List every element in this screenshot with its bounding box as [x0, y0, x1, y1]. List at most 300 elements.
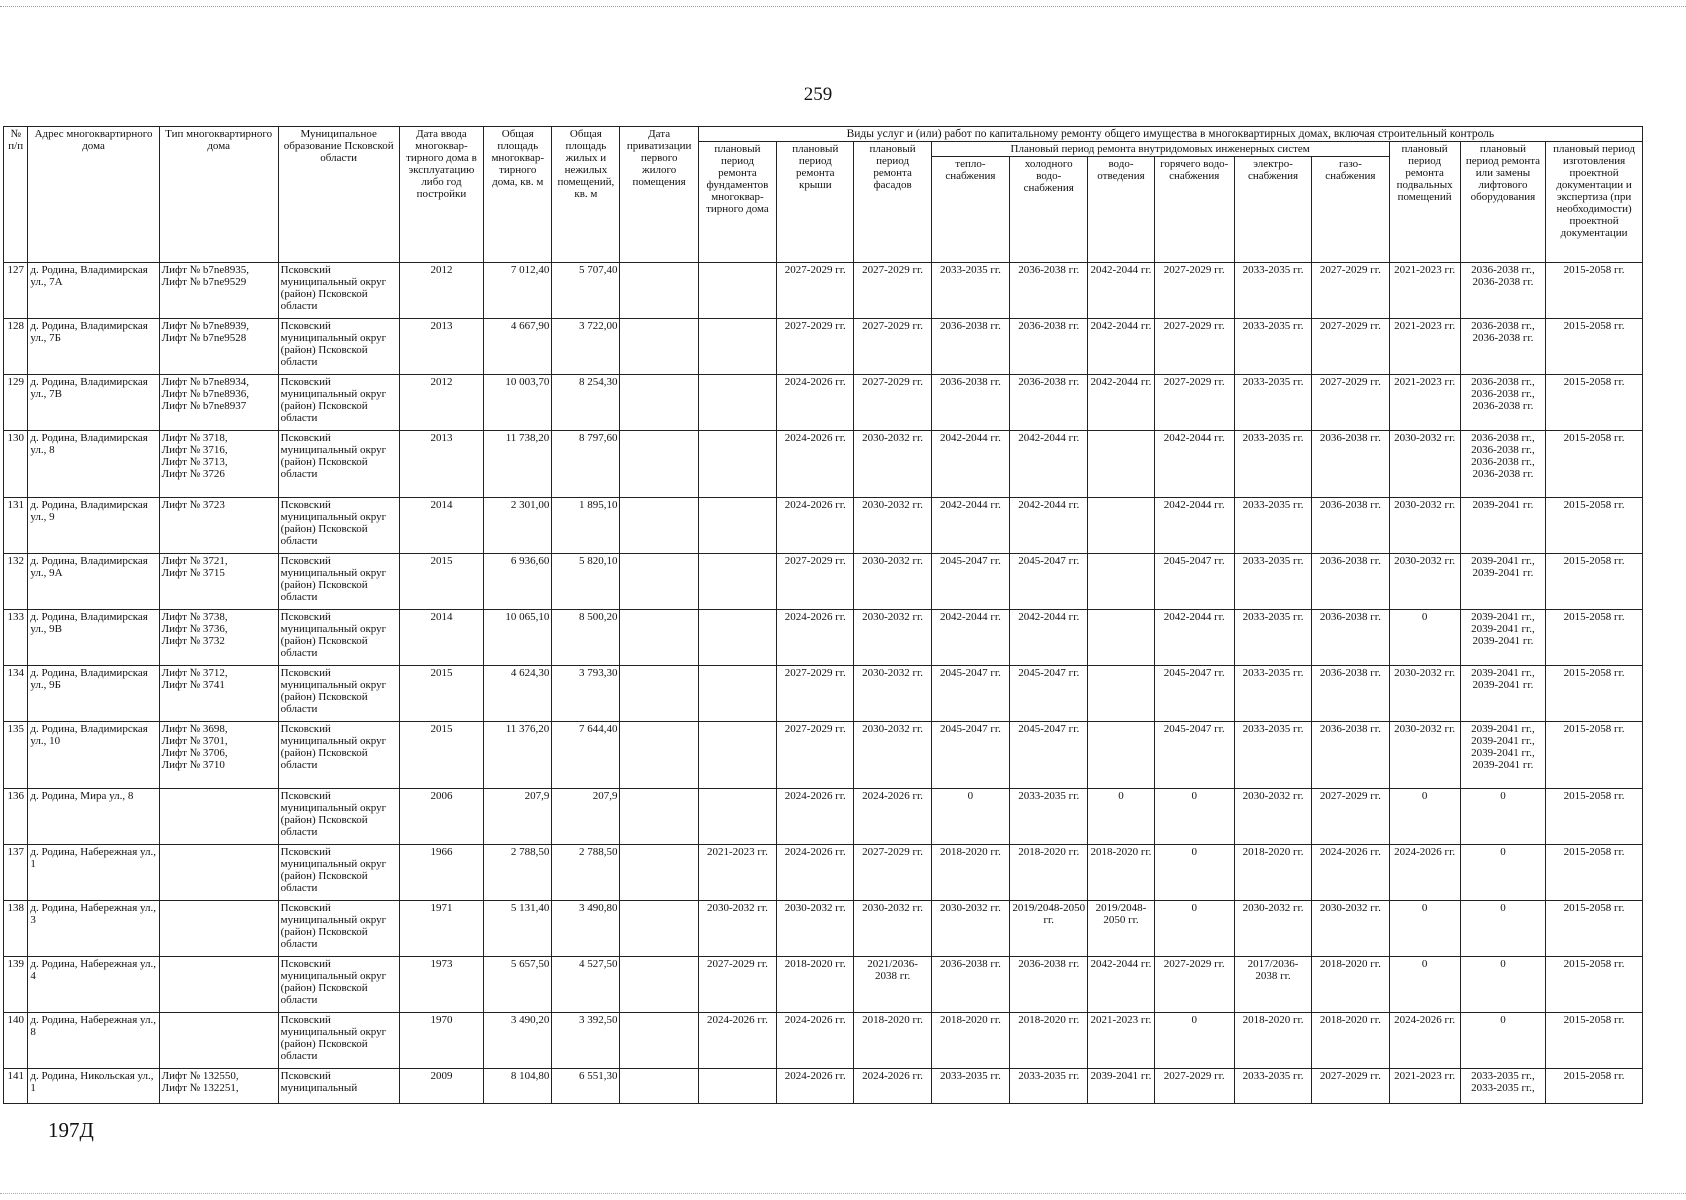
basement-cell: 2024-2026 гг.	[1389, 845, 1460, 901]
address-cell: д. Родина, Набережная ул., 8	[28, 1013, 159, 1069]
facade-cell: 2030-2032 гг.	[854, 901, 931, 957]
table-row	[4, 845, 1643, 901]
date-entry-cell: 2015	[399, 666, 483, 722]
cell-line: Лифт № b7ne8936,	[161, 388, 250, 400]
address-cell: д. Родина, Владимирская ул., 7А	[28, 263, 159, 319]
gas-cell: 2036-2038 гг.	[1312, 666, 1389, 722]
design-docs-cell: 2015-2058 гг.	[1546, 319, 1643, 375]
total-area-cell: 4 624,30	[484, 666, 552, 722]
house-type-cell	[159, 1069, 278, 1104]
row-number: 133	[4, 610, 28, 666]
total-area-cell: 2 301,00	[484, 498, 552, 554]
table-row	[4, 666, 1643, 722]
foundation-cell	[698, 722, 776, 789]
roof-cell: 2027-2029 гг.	[777, 263, 854, 319]
house-type-cell	[159, 666, 278, 722]
basement-cell: 2024-2026 гг.	[1389, 1013, 1460, 1069]
living-area-cell: 207,9	[552, 789, 620, 845]
municipality-cell: Псковский муниципальный округ (район) Псковской области	[278, 554, 399, 610]
total-area-cell: 11 738,20	[484, 431, 552, 498]
works-group-header: Виды услуг и (или) работ по капитальному ремонту общего имущества в многоквартирных домах, включая строительный контроль	[698, 127, 1642, 142]
total-area-cell: 3 490,20	[484, 1013, 552, 1069]
table-body	[4, 263, 1643, 1104]
hot-water-cell: 2027-2029 гг.	[1154, 319, 1234, 375]
basement-cell: 0	[1389, 610, 1460, 666]
cell-line: Лифт № 3732	[161, 635, 225, 647]
facade-cell: 2030-2032 гг.	[854, 610, 931, 666]
design-docs-cell: 2015-2058 гг.	[1546, 431, 1643, 498]
heating-cell: 2033-2035 гг.	[931, 263, 1009, 319]
elevator-cell: 0	[1460, 845, 1545, 901]
cell-line: 2039-2041 гг.,	[1471, 747, 1535, 759]
sewerage-cell: 2042-2044 гг.	[1088, 375, 1154, 431]
cell-line: 2033-2035 гг.,	[1471, 1070, 1535, 1082]
privatization-cell	[620, 1069, 698, 1104]
hot-water-cell: 2042-2044 гг.	[1154, 431, 1234, 498]
living-area-cell: 8 500,20	[552, 610, 620, 666]
cell-line: 2036-2038 гг.	[1472, 468, 1534, 480]
municipality-cell: Псковский муниципальный округ (район) Псковской области	[278, 722, 399, 789]
cell-line: Лифт № b7ne9529	[161, 276, 247, 288]
date-entry-cell: 2006	[399, 789, 483, 845]
design-docs-cell: 2015-2058 гг.	[1546, 498, 1643, 554]
living-area-cell: 3 793,30	[552, 666, 620, 722]
foundation-cell	[698, 789, 776, 845]
foundation-cell	[698, 554, 776, 610]
col-heating: тепло-снабжения	[931, 157, 1009, 263]
hot-water-cell: 2045-2047 гг.	[1154, 666, 1234, 722]
electric-cell: 2033-2035 гг.	[1234, 666, 1311, 722]
address-cell: д. Родина, Владимирская ул., 9Б	[28, 666, 159, 722]
col-municipality: Муниципальное образование Псковской области	[278, 127, 399, 263]
electric-cell: 2017/2036-2038 гг.	[1234, 957, 1311, 1013]
facade-cell: 2024-2026 гг.	[854, 1069, 931, 1104]
living-area-cell: 5 707,40	[552, 263, 620, 319]
foundation-cell	[698, 263, 776, 319]
footer-code: 197Д	[48, 1118, 94, 1142]
design-docs-cell: 2015-2058 гг.	[1546, 957, 1643, 1013]
sewerage-cell: 2018-2020 гг.	[1088, 845, 1154, 901]
living-area-cell: 1 895,10	[552, 498, 620, 554]
cell-line: 2039-2041 гг.,	[1471, 667, 1535, 679]
roof-cell: 2027-2029 гг.	[777, 319, 854, 375]
cell-line: Лифт № b7ne8934,	[161, 376, 250, 388]
date-entry-cell: 2013	[399, 319, 483, 375]
municipality-cell: Псковский муниципальный округ (район) Псковской области	[278, 610, 399, 666]
roof-cell: 2030-2032 гг.	[777, 901, 854, 957]
hot-water-cell: 2042-2044 гг.	[1154, 498, 1234, 554]
electric-cell: 2033-2035 гг.	[1234, 1069, 1311, 1104]
roof-cell: 2018-2020 гг.	[777, 957, 854, 1013]
electric-cell: 2033-2035 гг.	[1234, 375, 1311, 431]
cell-line: 2039-2041 гг.	[1472, 759, 1534, 771]
table-row	[4, 722, 1643, 789]
cell-line: 2036-2038 гг.,	[1471, 432, 1535, 444]
elevator-cell: 2039-2041 гг.	[1460, 498, 1545, 554]
sewerage-cell	[1088, 610, 1154, 666]
sewerage-cell	[1088, 554, 1154, 610]
elevator-cell	[1460, 375, 1545, 431]
row-number: 136	[4, 789, 28, 845]
privatization-cell	[620, 610, 698, 666]
total-area-cell: 7 012,40	[484, 263, 552, 319]
basement-cell: 2030-2032 гг.	[1389, 722, 1460, 789]
cell-line: 2036-2038 гг.,	[1471, 456, 1535, 468]
cold-water-cell: 2045-2047 гг.	[1010, 554, 1088, 610]
total-area-cell: 8 104,80	[484, 1069, 552, 1104]
hot-water-cell: 2027-2029 гг.	[1154, 375, 1234, 431]
design-docs-cell: 2015-2058 гг.	[1546, 375, 1643, 431]
table-row	[4, 610, 1643, 666]
cell-line: 2036-2038 гг.,	[1471, 264, 1535, 276]
living-area-cell: 3 490,80	[552, 901, 620, 957]
row-number: 128	[4, 319, 28, 375]
cell-line: Лифт № 3716,	[161, 444, 228, 456]
sewerage-cell: 2042-2044 гг.	[1088, 319, 1154, 375]
foundation-cell: 2027-2029 гг.	[698, 957, 776, 1013]
privatization-cell	[620, 319, 698, 375]
design-docs-cell: 2015-2058 гг.	[1546, 263, 1643, 319]
hot-water-cell: 2042-2044 гг.	[1154, 610, 1234, 666]
roof-cell: 2024-2026 гг.	[777, 789, 854, 845]
elevator-cell: 0	[1460, 957, 1545, 1013]
sewerage-cell: 2019/2048-2050 гг.	[1088, 901, 1154, 957]
elevator-cell	[1460, 1069, 1545, 1104]
roof-cell: 2024-2026 гг.	[777, 431, 854, 498]
cell-line: 2039-2041 гг.,	[1471, 611, 1535, 623]
municipality-cell: Псковский муниципальный округ (район) Псковской области	[278, 498, 399, 554]
table-row	[4, 957, 1643, 1013]
living-area-cell: 8 254,30	[552, 375, 620, 431]
house-type-cell	[159, 957, 278, 1013]
table-row	[4, 375, 1643, 431]
row-number: 135	[4, 722, 28, 789]
municipality-cell: Псковский муниципальный округ (район) Псковской области	[278, 375, 399, 431]
col-privatization: Дата приватизации первого жилого помещения	[620, 127, 698, 263]
facade-cell: 2030-2032 гг.	[854, 666, 931, 722]
gas-cell: 2036-2038 гг.	[1312, 610, 1389, 666]
heating-cell: 0	[931, 789, 1009, 845]
cell-line: Лифт № 3706,	[161, 747, 228, 759]
house-type-cell	[159, 375, 278, 431]
municipality-cell: Псковский муниципальный округ (район) Псковской области	[278, 263, 399, 319]
date-entry-cell: 2015	[399, 554, 483, 610]
address-cell: д. Родина, Набережная ул., 3	[28, 901, 159, 957]
page-number: 259	[803, 84, 833, 105]
roof-cell: 2027-2029 гг.	[777, 554, 854, 610]
facade-cell: 2021/2036-2038 гг.	[854, 957, 931, 1013]
hot-water-cell: 0	[1154, 845, 1234, 901]
cell-line: Лифт № 132550,	[161, 1070, 239, 1082]
cell-line: 2036-2038 гг.,	[1471, 320, 1535, 332]
facade-cell: 2027-2029 гг.	[854, 263, 931, 319]
privatization-cell	[620, 789, 698, 845]
heating-cell: 2030-2032 гг.	[931, 901, 1009, 957]
hot-water-cell: 0	[1154, 1013, 1234, 1069]
electric-cell: 2030-2032 гг.	[1234, 789, 1311, 845]
hot-water-cell: 2027-2029 гг.	[1154, 263, 1234, 319]
total-area-cell: 11 376,20	[484, 722, 552, 789]
facade-cell: 2030-2032 гг.	[854, 722, 931, 789]
basement-cell: 2030-2032 гг.	[1389, 666, 1460, 722]
roof-cell: 2024-2026 гг.	[777, 845, 854, 901]
row-number: 139	[4, 957, 28, 1013]
address-cell: д. Родина, Владимирская ул., 8	[28, 431, 159, 498]
privatization-cell	[620, 431, 698, 498]
electric-cell: 2033-2035 гг.	[1234, 722, 1311, 789]
col-basement: плановый период ремонта подвальных помещений	[1389, 142, 1460, 263]
col-type: Тип многоквартирного дома	[159, 127, 278, 263]
col-sewerage: водо-отведения	[1088, 157, 1154, 263]
basement-cell: 2021-2023 гг.	[1389, 319, 1460, 375]
heating-cell: 2033-2035 гг.	[931, 1069, 1009, 1104]
basement-cell: 0	[1389, 789, 1460, 845]
address-cell: д. Родина, Мира ул., 8	[28, 789, 159, 845]
cold-water-cell: 2045-2047 гг.	[1010, 722, 1088, 789]
sewerage-cell	[1088, 498, 1154, 554]
table-row	[4, 263, 1643, 319]
design-docs-cell: 2015-2058 гг.	[1546, 789, 1643, 845]
date-entry-cell: 1966	[399, 845, 483, 901]
facade-cell: 2030-2032 гг.	[854, 554, 931, 610]
cell-line: Лифт № b7ne9528	[161, 332, 247, 344]
privatization-cell	[620, 722, 698, 789]
cell-line: 2036-2038 гг.,	[1471, 444, 1535, 456]
foundation-cell	[698, 319, 776, 375]
cell-line: Лифт № 3721,	[161, 555, 228, 567]
gas-cell: 2027-2029 гг.	[1312, 263, 1389, 319]
basement-cell: 0	[1389, 957, 1460, 1013]
cold-water-cell: 2019/2048-2050 гг.	[1010, 901, 1088, 957]
cell-line: Лифт № 3712,	[161, 667, 228, 679]
house-type-cell	[159, 319, 278, 375]
basement-cell: 0	[1389, 901, 1460, 957]
electric-cell: 2033-2035 гг.	[1234, 554, 1311, 610]
col-num: № п/п	[4, 127, 28, 263]
living-area-cell: 5 820,10	[552, 554, 620, 610]
col-address: Адрес многоквартирного дома	[28, 127, 159, 263]
scan-edge-bottom	[0, 1193, 1686, 1194]
electric-cell: 2033-2035 гг.	[1234, 431, 1311, 498]
design-docs-cell: 2015-2058 гг.	[1546, 610, 1643, 666]
privatization-cell	[620, 375, 698, 431]
cold-water-cell: 2033-2035 гг.	[1010, 789, 1088, 845]
municipality-cell: Псковский муниципальный округ (район) Псковской области	[278, 789, 399, 845]
col-hot-water: горячего водо-снабжения	[1154, 157, 1234, 263]
total-area-cell: 10 003,70	[484, 375, 552, 431]
cell-line: Лифт № 3710	[161, 759, 225, 771]
electric-cell: 2033-2035 гг.	[1234, 498, 1311, 554]
roof-cell: 2024-2026 гг.	[777, 375, 854, 431]
col-roof: плановый период ремонта крыши	[777, 142, 854, 263]
cold-water-cell: 2018-2020 гг.	[1010, 1013, 1088, 1069]
municipality-cell: Псковский муниципальный округ (район) Псковской области	[278, 319, 399, 375]
cold-water-cell: 2042-2044 гг.	[1010, 498, 1088, 554]
cold-water-cell: 2036-2038 гг.	[1010, 263, 1088, 319]
roof-cell: 2024-2026 гг.	[777, 610, 854, 666]
living-area-cell: 2 788,50	[552, 845, 620, 901]
table-row	[4, 1069, 1643, 1104]
date-entry-cell: 2013	[399, 431, 483, 498]
table-row	[4, 431, 1643, 498]
municipality-cell: Псковский муниципальный округ (район) Псковской области	[278, 845, 399, 901]
row-number: 127	[4, 263, 28, 319]
cold-water-cell: 2042-2044 гг.	[1010, 431, 1088, 498]
roof-cell: 2027-2029 гг.	[777, 722, 854, 789]
facade-cell: 2027-2029 гг.	[854, 845, 931, 901]
house-type-cell: Лифт № 3723	[159, 498, 278, 554]
col-facade: плановый период ремонта фасадов	[854, 142, 931, 263]
total-area-cell: 10 065,10	[484, 610, 552, 666]
electric-cell: 2018-2020 гг.	[1234, 845, 1311, 901]
col-living-area: Общая площадь жилых и нежилых помещений, кв. м	[552, 127, 620, 263]
roof-cell: 2024-2026 гг.	[777, 1013, 854, 1069]
scan-edge-top	[0, 6, 1686, 7]
sewerage-cell	[1088, 431, 1154, 498]
facade-cell: 2030-2032 гг.	[854, 431, 931, 498]
design-docs-cell: 2015-2058 гг.	[1546, 845, 1643, 901]
address-cell: д. Родина, Владимирская ул., 9	[28, 498, 159, 554]
cold-water-cell: 2045-2047 гг.	[1010, 666, 1088, 722]
cold-water-cell: 2036-2038 гг.	[1010, 957, 1088, 1013]
roof-cell: 2027-2029 гг.	[777, 666, 854, 722]
roof-cell: 2024-2026 гг.	[777, 498, 854, 554]
basement-cell: 2030-2032 гг.	[1389, 554, 1460, 610]
elevator-cell	[1460, 554, 1545, 610]
privatization-cell	[620, 498, 698, 554]
sewerage-cell	[1088, 722, 1154, 789]
capital-repair-table	[3, 126, 1643, 1104]
date-entry-cell: 1970	[399, 1013, 483, 1069]
total-area-cell: 5 131,40	[484, 901, 552, 957]
heating-cell: 2045-2047 гг.	[931, 722, 1009, 789]
living-area-cell: 4 527,50	[552, 957, 620, 1013]
row-number: 129	[4, 375, 28, 431]
foundation-cell: 2021-2023 гг.	[698, 845, 776, 901]
date-entry-cell: 2014	[399, 610, 483, 666]
electric-cell: 2033-2035 гг.	[1234, 263, 1311, 319]
row-number: 132	[4, 554, 28, 610]
facade-cell: 2018-2020 гг.	[854, 1013, 931, 1069]
cell-line: 2039-2041 гг.,	[1471, 723, 1535, 735]
cold-water-cell: 2042-2044 гг.	[1010, 610, 1088, 666]
table-row	[4, 789, 1643, 845]
cell-line: 2036-2038 гг.	[1472, 276, 1534, 288]
cell-line: 2036-2038 гг.,	[1471, 388, 1535, 400]
hot-water-cell: 0	[1154, 789, 1234, 845]
row-number: 130	[4, 431, 28, 498]
elevator-cell: 0	[1460, 1013, 1545, 1069]
cell-line: Лифт № 3736,	[161, 623, 228, 635]
elevator-cell	[1460, 666, 1545, 722]
municipality-cell: Псковский муниципальный округ (район) Псковской области	[278, 1013, 399, 1069]
basement-cell: 2030-2032 гг.	[1389, 431, 1460, 498]
municipality-cell: Псковский муниципальный округ (район) Псковской области	[278, 431, 399, 498]
municipality-cell: Псковский муниципальный	[278, 1069, 399, 1104]
address-cell: д. Родина, Владимирская ул., 10	[28, 722, 159, 789]
date-entry-cell: 2015	[399, 722, 483, 789]
municipality-cell: Псковский муниципальный округ (район) Псковской области	[278, 666, 399, 722]
cell-line: 2039-2041 гг.,	[1471, 735, 1535, 747]
foundation-cell: 2024-2026 гг.	[698, 1013, 776, 1069]
basement-cell: 2021-2023 гг.	[1389, 1069, 1460, 1104]
living-area-cell: 7 644,40	[552, 722, 620, 789]
total-area-cell: 6 936,60	[484, 554, 552, 610]
foundation-cell	[698, 498, 776, 554]
address-cell: д. Родина, Владимирская ул., 7В	[28, 375, 159, 431]
hot-water-cell: 2045-2047 гг.	[1154, 722, 1234, 789]
electric-cell: 2030-2032 гг.	[1234, 901, 1311, 957]
address-cell: д. Родина, Владимирская ул., 7Б	[28, 319, 159, 375]
sewerage-cell	[1088, 666, 1154, 722]
row-number: 141	[4, 1069, 28, 1104]
facade-cell: 2027-2029 гг.	[854, 375, 931, 431]
privatization-cell	[620, 263, 698, 319]
cell-line: 2033-2035 гг.,	[1471, 1082, 1535, 1094]
table-row	[4, 319, 1643, 375]
sewerage-cell: 2042-2044 гг.	[1088, 957, 1154, 1013]
design-docs-cell: 2015-2058 гг.	[1546, 1013, 1643, 1069]
house-type-cell	[159, 845, 278, 901]
row-number: 138	[4, 901, 28, 957]
roof-cell: 2024-2026 гг.	[777, 1069, 854, 1104]
address-cell: д. Родина, Владимирская ул., 9В	[28, 610, 159, 666]
row-number: 131	[4, 498, 28, 554]
gas-cell: 2036-2038 гг.	[1312, 554, 1389, 610]
cell-line: Лифт № 3698,	[161, 723, 228, 735]
cell-line: Лифт № 132251,	[161, 1082, 239, 1094]
privatization-cell	[620, 901, 698, 957]
design-docs-cell: 2015-2058 гг.	[1546, 554, 1643, 610]
total-area-cell: 5 657,50	[484, 957, 552, 1013]
elevator-cell: 0	[1460, 901, 1545, 957]
cell-line: 2039-2041 гг.,	[1471, 623, 1535, 635]
col-total-area: Общая площадь многоквар-тирного дома, кв. м	[484, 127, 552, 263]
date-entry-cell: 1971	[399, 901, 483, 957]
elevator-cell	[1460, 610, 1545, 666]
hot-water-cell: 2045-2047 гг.	[1154, 554, 1234, 610]
gas-cell: 2036-2038 гг.	[1312, 498, 1389, 554]
heating-cell: 2042-2044 гг.	[931, 498, 1009, 554]
house-type-cell	[159, 1013, 278, 1069]
row-number: 137	[4, 845, 28, 901]
cell-line: Лифт № b7ne8939,	[161, 320, 250, 332]
cell-line: 2036-2038 гг.	[1472, 332, 1534, 344]
cell-line: Лифт № 3738,	[161, 611, 228, 623]
sewerage-cell: 2042-2044 гг.	[1088, 263, 1154, 319]
cell-line: Лифт № b7ne8935,	[161, 264, 250, 276]
cell-line: 2039-2041 гг.	[1472, 679, 1534, 691]
cold-water-cell: 2036-2038 гг.	[1010, 375, 1088, 431]
design-docs-cell: 2015-2058 гг.	[1546, 722, 1643, 789]
gas-cell: 2027-2029 гг.	[1312, 375, 1389, 431]
hot-water-cell: 2027-2029 гг.	[1154, 957, 1234, 1013]
cell-line: 2039-2041 гг.,	[1471, 555, 1535, 567]
gas-cell: 2027-2029 гг.	[1312, 319, 1389, 375]
elevator-cell	[1460, 431, 1545, 498]
date-entry-cell: 2012	[399, 375, 483, 431]
table-row	[4, 901, 1643, 957]
gas-cell: 2018-2020 гг.	[1312, 1013, 1389, 1069]
municipality-cell: Псковский муниципальный округ (район) Псковской области	[278, 901, 399, 957]
col-date-entry: Дата ввода многоквар-тирного дома в эксплуатацию либо год постройки	[399, 127, 483, 263]
elevator-cell: 0	[1460, 789, 1545, 845]
gas-cell: 2036-2038 гг.	[1312, 431, 1389, 498]
house-type-cell	[159, 722, 278, 789]
table-row	[4, 554, 1643, 610]
foundation-cell	[698, 431, 776, 498]
foundation-cell	[698, 610, 776, 666]
